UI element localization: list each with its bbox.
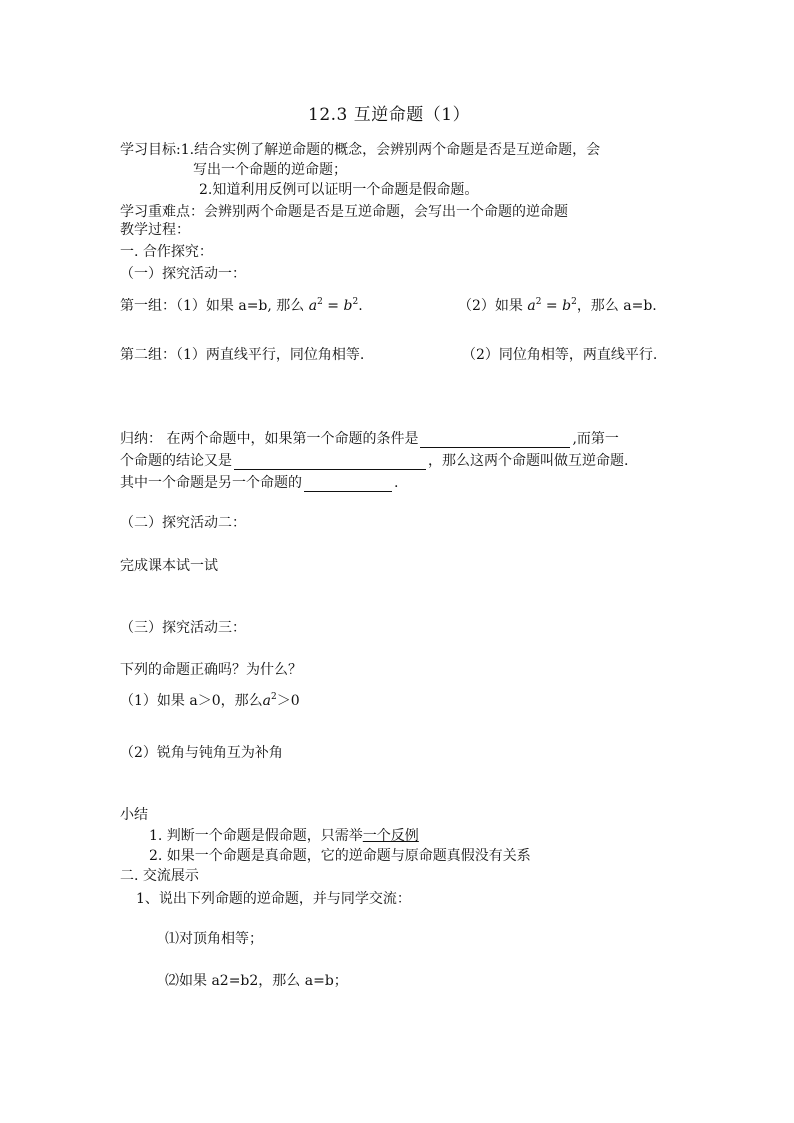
activity-3-heading: （三）探究活动三： [120,620,246,636]
fill-blank-1[interactable] [420,433,570,448]
page-title: 12.3 互逆命题（1） [308,105,471,125]
section-1-heading: 一. 合作探究： [120,244,213,260]
objectives-line-1 [120,141,600,159]
conclusion-label: 小结 [120,807,148,823]
activity-1-heading: （一）探究活动一： [120,266,246,282]
exchange-prompt: 1、说出下列命题的逆命题，并与同学交流： [136,891,411,907]
summary-line-3: 其中一个命题是另一个命题的 . [120,475,399,491]
group-1-item-2: （2）如果 $a^2 = b^2$，那么 a=b. [458,297,657,314]
objective-2: 2.知道利用反例可以证明一个命题是假命题。 [199,182,479,198]
key-points: 学习重难点：会辨别两个命题是否是互逆命题，会写出一个命题的逆命题 [120,204,568,220]
summary-line-1: 归纳： 在两个命题中，如果第一个命题的条件是 ,而第一 [120,431,619,447]
objective-1: 1.结合实例了解逆命题的概念，会辨别两个命题是否是互逆命题，会 [180,142,601,158]
question-1: （1）如果 a＞0，那么$a^2>0$ [120,692,300,709]
exchange-item-2: ⑵如果 a2=b2，那么 a=b； [165,973,348,989]
fill-blank-3[interactable] [304,477,392,492]
objectives-label: 学习目标: [120,142,181,158]
textbook-try: 完成课本试一试 [120,558,218,574]
conclusion-2: 2. 如果一个命题是真命题，它的逆命题与原命题真假没有关系 [149,848,531,864]
process-label: 教学过程： [120,222,190,238]
question-2: （2）锐角与钝角互为补角 [120,745,283,761]
fill-blank-2[interactable] [234,455,426,470]
exchange-item-1: ⑴对顶角相等； [165,931,263,947]
group-2-item-2: （2）同位角相等，两直线平行. [462,347,658,363]
group-1-item-1: 第一组：（1）如果 a=b, 那么 $a^2 = b^2$. [120,297,363,314]
conclusion-1: 1. 判断一个命题是假命题，只需举一个反例 [149,828,419,844]
summary-line-2: 个命题的结论又是 ，那么这两个命题叫做互逆命题. [120,453,629,469]
question: 下列的命题正确吗？为什么？ [120,662,302,678]
group-2-item-1: 第二组：（1）两直线平行，同位角相等. [120,347,365,363]
activity-2-heading: （二）探究活动二： [120,515,246,531]
section-2-heading: 二. 交流展示 [120,868,199,884]
objective-1-cont: 写出一个命题的逆命题； [193,162,347,178]
